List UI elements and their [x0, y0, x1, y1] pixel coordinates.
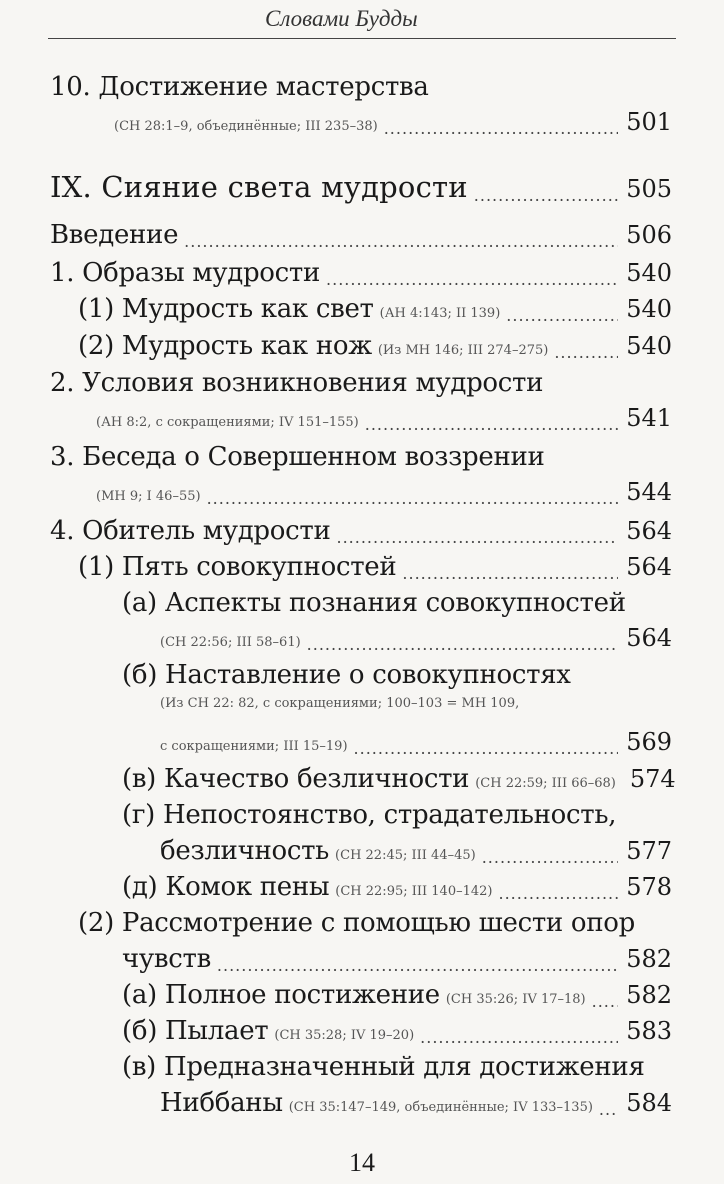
dot-leader [506, 306, 618, 330]
toc-entry-ref-line [96, 404, 672, 438]
toc-entry-text: 2. Условия возникновения мудрости [50, 368, 544, 398]
toc-page-number: 540 [626, 295, 672, 323]
toc-entry-ref-line [160, 728, 672, 762]
toc-entry-text: (2) Рассмотрение с помощью шести опор [78, 908, 636, 938]
dot-leader [184, 232, 618, 256]
toc-entry-ref-line [96, 478, 672, 512]
toc-entry-text: Ниббаны [160, 1088, 283, 1118]
toc-entry-ref: (СН 22:56; III 58–61) [160, 635, 301, 650]
toc-entry-ref: (МН 9; I 46–55) [96, 489, 201, 504]
toc-entry [78, 294, 672, 328]
toc-entry-text: безличность [160, 836, 330, 866]
toc-entry-text: (г) Непостоянство, страдательность, [122, 800, 617, 830]
dot-leader [554, 343, 618, 367]
dot-leader [592, 992, 619, 1016]
toc-entry [50, 516, 672, 550]
running-header-title: Словами Будды [265, 6, 418, 31]
dot-leader [326, 270, 618, 294]
toc-entry-ref: (СН 28:1–9, объединённые; III 235–38) [114, 119, 378, 134]
toc-entry-ref: с сокращениями; III 15–19) [160, 739, 348, 754]
toc-page-number: 540 [626, 332, 672, 360]
toc-page-number: 564 [626, 553, 672, 581]
toc-entry [122, 980, 672, 1014]
toc-entry-title [122, 1052, 645, 1086]
toc-entry-title [50, 442, 545, 476]
toc-entry [160, 836, 672, 870]
toc-entry-text: 4. Обитель мудрости [50, 516, 331, 546]
toc-entry-text: (д) Комок пены [122, 872, 330, 902]
toc-page-number: 584 [626, 1089, 672, 1117]
dot-leader [384, 119, 618, 143]
toc-page-number: 505 [626, 175, 672, 203]
toc-entry-title [122, 660, 571, 694]
toc-entry-text: IX. Сияние света мудрости [50, 170, 468, 204]
dot-leader [217, 956, 618, 980]
dot-leader [402, 564, 618, 588]
toc-entry-ref: (СН 35:28; IV 19–20) [274, 1028, 415, 1043]
toc-entry-text: чувств [122, 944, 211, 974]
toc-entry-chapter [50, 170, 672, 204]
toc-entry [122, 764, 676, 798]
toc-entry-text: (2) Мудрость как нож [78, 331, 372, 361]
toc-entry [78, 331, 672, 365]
toc-entry-ref: (АН 4:143; II 139) [379, 306, 501, 321]
toc-entry-text: (б) Пылает [122, 1016, 269, 1046]
toc-entry-title [50, 368, 543, 402]
toc-entry-ref: (Из МН 146; III 274–275) [377, 343, 549, 358]
toc-entry-text: (а) Аспекты познания совокупностей [122, 588, 626, 618]
toc-entry-ref: (СН 22:45; III 44–45) [335, 848, 476, 863]
toc-entry-text: (1) Мудрость как свет [78, 294, 374, 324]
toc-entry-title [122, 800, 616, 834]
toc-entry-ref: (СН 35:26; IV 17–18) [445, 992, 586, 1007]
dot-leader [307, 635, 619, 659]
toc-entry-ref: (АН 8:2, с сокращениями; IV 151–155) [96, 415, 359, 430]
toc-entry-ref: (СН 35:147–149, объединённые; IV 133–135) [288, 1100, 593, 1115]
dot-leader [599, 1100, 618, 1124]
toc-entry-ref: (Из СН 22: 82, с сокращениями; 100–103 = МН 109, [160, 696, 520, 711]
toc-page-number: 501 [626, 108, 672, 136]
dot-leader [474, 186, 618, 210]
toc-entry-text: 10. Достижение мастерства [50, 72, 429, 102]
toc-entry-text: (1) Пять совокупностей [78, 552, 397, 582]
toc-entry [50, 220, 672, 254]
toc-entry-text: Введение [50, 220, 179, 250]
dot-leader [365, 415, 618, 439]
toc-entry [50, 258, 672, 292]
toc-page-number: 564 [626, 517, 672, 545]
dot-leader [336, 528, 618, 552]
toc-entry-text: (в) Предназначенный для достижения [122, 1052, 645, 1082]
toc-entry-title [122, 588, 626, 622]
toc-page-number: 506 [626, 221, 672, 249]
toc-entry-ref: (СН 22:59; III 66–68) [475, 776, 616, 791]
toc-page-number: 540 [626, 259, 672, 287]
toc-page-number: 574 [629, 765, 676, 793]
toc-entry-title [50, 72, 429, 106]
toc-page-number: 569 [626, 728, 672, 756]
dot-leader [354, 739, 619, 763]
toc-entry [78, 552, 672, 586]
toc-entry [122, 872, 672, 906]
toc-entry-ref-line [160, 624, 672, 658]
header-rule [48, 38, 676, 39]
toc-entry-title [78, 908, 635, 942]
toc-entry-text: (б) Наставление о совокупностях [122, 660, 571, 690]
toc-entry-text: (в) Качество безличности [122, 764, 470, 794]
toc-entry-ref: (СН 22:95; III 140–142) [335, 884, 493, 899]
toc-entry [122, 944, 672, 978]
toc-entry-text: 1. Образы мудрости [50, 258, 321, 288]
dot-leader [498, 884, 618, 908]
toc-page-number: 541 [626, 404, 672, 432]
toc-entry [122, 1016, 672, 1050]
dot-leader [207, 489, 619, 513]
dot-leader [482, 848, 618, 872]
toc-entry-ref-line [160, 696, 519, 730]
dot-leader [420, 1028, 618, 1052]
toc-page-number: 577 [626, 837, 672, 865]
page-number-footer: 14 [349, 1148, 375, 1177]
toc-page-number: 583 [626, 1017, 672, 1045]
toc-entry [160, 1088, 672, 1122]
toc-entry-ref-line [114, 108, 672, 142]
toc-entry-text: (а) Полное постижение [122, 980, 440, 1010]
toc-page-number: 578 [626, 873, 672, 901]
toc-page-number: 564 [626, 624, 672, 652]
toc-entry-text: 3. Беседа о Совершенном воззрении [50, 442, 545, 472]
toc-page-number: 544 [626, 478, 672, 506]
running-header [0, 0, 724, 40]
toc-page-number: 582 [626, 981, 672, 1009]
toc-page-number: 582 [626, 945, 672, 973]
